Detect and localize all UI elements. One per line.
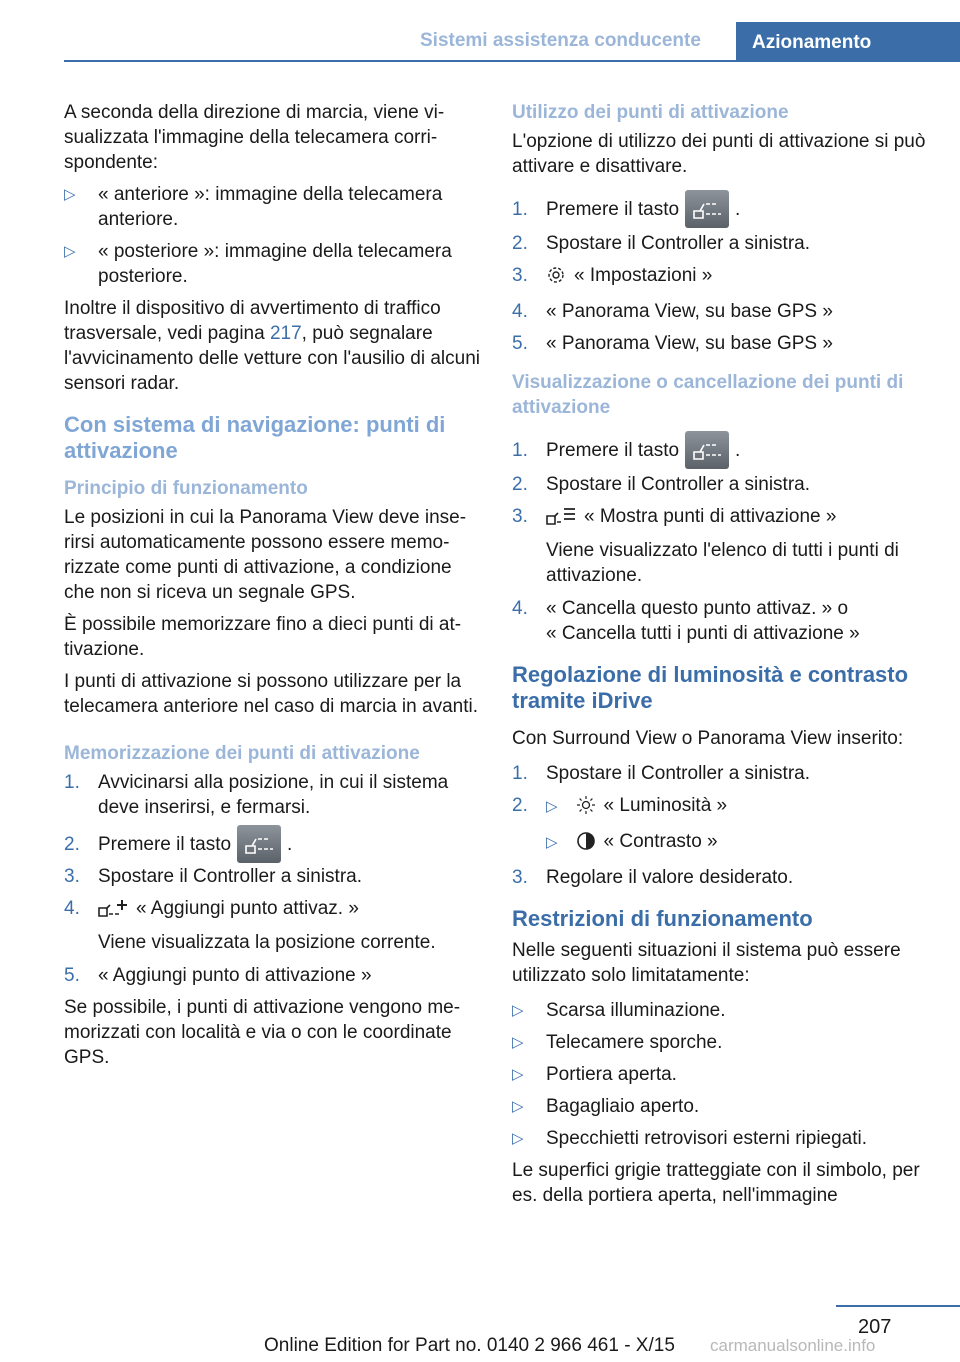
contrast-icon: [576, 831, 596, 858]
right-column: [512, 100, 936, 1215]
step-item: 4. « Aggiungi punto attivaz. »: [64, 896, 482, 925]
bullet-triangle-icon: ▷: [64, 186, 76, 203]
heading-visualizzazione: Visualizzazione o cancellazione dei punti di attivazione: [512, 372, 904, 418]
step-item: 2. Premere il tasto .: [64, 832, 482, 857]
step-item: 3. Regolare il valore desiderato.: [512, 867, 794, 888]
camera-button-icon: [237, 825, 281, 863]
camera-button-icon: [685, 190, 729, 228]
principio-paragraph-2: È possibile memorizzare fino a dieci punti di attivazione.: [64, 614, 462, 660]
utilizzo-paragraph: L'opzione di utilizzo dei punti di attivazione si può attivare e disattivare.: [512, 131, 926, 177]
brightness-icon: [576, 795, 596, 822]
list-item: ▷ Portiera aperta.: [512, 1064, 677, 1085]
memo-final-paragraph: Se possibile, i punti di attivazione vengono memorizzati con località e via o con le coordinate GPS.: [64, 997, 461, 1068]
bullet-triangle-icon: ▷: [546, 798, 558, 815]
list-item: ▷ Specchietti retrovisori esterni ripiegati.: [512, 1128, 868, 1149]
principio-paragraph-3: I punti di attivazione si possono utilizzare per la telecamera anteriore nel caso di marcia in avanti.: [64, 671, 478, 717]
step-4-note: Viene visualizzata la posizione corrente.: [98, 932, 436, 953]
memo-steps-cont: [64, 963, 482, 988]
step-item: 1. Premere il tasto .: [512, 197, 936, 222]
step-item: 1. Premere il tasto .: [512, 438, 936, 463]
header-section-title: Sistemi assistenza conducente: [420, 30, 701, 51]
step-item: 1. Avvicinarsi alla posizione, in cui il sistema deve inserirsi, e fermarsi.: [64, 772, 449, 818]
step-item: 5. « Aggiungi punto di attivazione »: [64, 965, 372, 986]
page-link[interactable]: 217: [269, 323, 302, 344]
intro-paragraph: A seconda della direzione di marcia, viene visualizzata l'immagine della telecamera corrispondente:: [64, 102, 445, 173]
utilizzo-steps: [512, 197, 936, 356]
step-item: 3. « Mostra punti di attivazione »: [512, 504, 936, 533]
step-item: 3. Spostare il Controller a sinistra.: [64, 866, 362, 887]
list-item: ▷ « anteriore »: immagine della telecamera anteriore.: [64, 184, 443, 230]
gear-icon: [546, 265, 566, 292]
step-item: 4. « Panorama View, su base GPS »: [512, 301, 833, 322]
bullet-triangle-icon: ▷: [64, 243, 76, 260]
traffic-paragraph: Inoltre il dispositivo di avvertimento di traffico trasversale, vedi pagina 217, può segnalare l'avvicinamento delle vetture con l'ausilio di alcuni sensori radar.: [64, 298, 480, 394]
regolazione-steps: [512, 761, 936, 890]
bullet-triangle-icon: ▷: [512, 1066, 524, 1083]
list-item: ▷ Bagagliaio aperto.: [512, 1096, 700, 1117]
header-rule: [64, 60, 960, 62]
heading-memorizzazione: Memorizzazione dei punti di attivazione: [64, 743, 420, 764]
principio-paragraph-1: Le posizioni in cui la Panorama View deve inserirsi automaticamente possono essere memorizzate come punti di attivazione, a condizione che non si riceva un segnale GPS.: [64, 507, 467, 603]
add-activation-point-icon: [98, 898, 128, 925]
heading-utilizzo: Utilizzo dei punti di attivazione: [512, 102, 789, 123]
footer-rule: [836, 1305, 960, 1307]
regolazione-intro: Con Surround View o Panorama View inserito:: [512, 728, 904, 749]
activation-points-list-icon: [546, 506, 576, 533]
left-column: [64, 100, 482, 1077]
watermark: carmanualsonline.info: [710, 1336, 876, 1355]
camera-view-list: [64, 182, 482, 289]
edition-footer: Online Edition for Part no. 0140 2 966 461 - X/15: [264, 1335, 675, 1356]
step-item: 1. Spostare il Controller a sinistra.: [512, 763, 810, 784]
visual-steps: [512, 438, 936, 533]
memo-steps: [64, 770, 482, 925]
step-item: 2. ▷ « Luminosità »: [512, 793, 936, 822]
restrizioni-final: Le superfici grigie tratteggiate con il simbolo, per es. della portiera aperta, nell'immagine: [512, 1160, 920, 1206]
step-item: 2. Spostare il Controller a sinistra.: [512, 233, 810, 254]
heading-regolazione: Regolazione di luminosità e contrasto tramite iDrive: [512, 662, 909, 713]
bullet-triangle-icon: ▷: [512, 1098, 524, 1115]
camera-button-icon: [685, 431, 729, 469]
heading-navigation: Con sistema di navigazione: punti di attivazione: [64, 412, 446, 463]
header-chapter-tab: Azionamento: [736, 22, 960, 62]
step-item: ▷ « Contrasto »: [512, 829, 936, 858]
list-item: ▷ « posteriore »: immagine della telecamera posteriore.: [64, 241, 452, 287]
step-3-note: Viene visualizzato l'elenco di tutti i punti di attivazione.: [546, 540, 899, 586]
page-number: 207: [858, 1316, 892, 1338]
heading-restrizioni: Restrizioni di funzionamento: [512, 906, 813, 931]
list-item: ▷ Telecamere sporche.: [512, 1032, 723, 1053]
step-item: 3. « Impostazioni »: [512, 263, 936, 292]
bullet-triangle-icon: ▷: [546, 834, 558, 851]
list-item: ▷ Scarsa illuminazione.: [512, 1000, 726, 1021]
heading-principio: Principio di funzionamento: [64, 478, 308, 499]
step-item: 2. Spostare il Controller a sinistra.: [512, 474, 810, 495]
step-item: 5. « Panorama View, su base GPS »: [512, 333, 833, 354]
bullet-triangle-icon: ▷: [512, 1034, 524, 1051]
restrizioni-intro: Nelle seguenti situazioni il sistema può essere utilizzato solo limitatamente:: [512, 940, 901, 986]
restrizioni-list: [512, 998, 936, 1151]
visual-steps-cont: [512, 596, 936, 646]
step-item: 4. « Cancella questo punto attivaz. » o « Cancella tutti i punti di attivazione »: [512, 598, 860, 644]
bullet-triangle-icon: ▷: [512, 1130, 524, 1147]
bullet-triangle-icon: ▷: [512, 1002, 524, 1019]
